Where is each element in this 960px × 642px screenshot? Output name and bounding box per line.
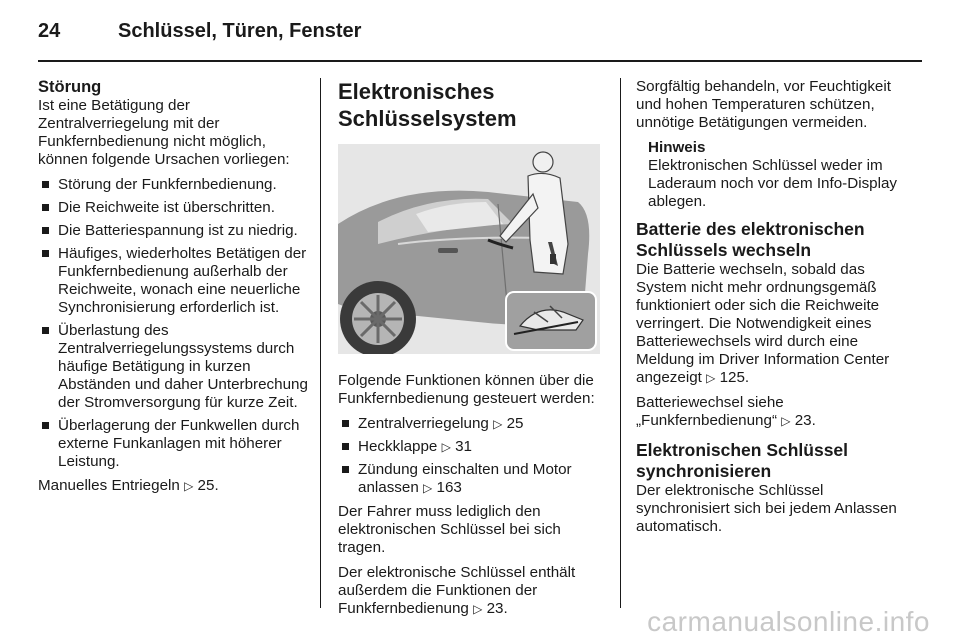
driver-key-text: Der Fahrer muss lediglich den elektronischen Schlüssel bei sich tragen. bbox=[338, 503, 561, 556]
section-heading-stoerung: Störung bbox=[38, 78, 102, 96]
battery-change-text: Batteriewechsel siehe „Funkfernbedienung“ ▷ 23. bbox=[636, 394, 816, 429]
list-item: Häufiges, wiederholtes Betätigen der Funkfernbedienung außerhalb der Reichweite, wonach eine neuerliche Synchronisierung erforderlich ist. bbox=[38, 245, 308, 317]
sync-text: Der elektronische Schlüssel synchronisiert sich bei jedem Anlassen automatisch. bbox=[636, 482, 897, 535]
bullet-square-icon bbox=[42, 250, 49, 257]
section-heading-schluesselsystem: Elektronisches Schlüsselsystem bbox=[338, 79, 517, 131]
list-item: Überlagerung der Funkwellen durch externe Funkanlagen mit höherer Leistung. bbox=[38, 417, 308, 471]
note-title: Hinweis bbox=[648, 139, 706, 156]
bullet-square-icon bbox=[342, 420, 349, 427]
manual-unlock-ref: Manuelles Entriegeln ▷ 25. bbox=[38, 477, 219, 494]
section-heading-sync: Elektronischen Schlüssel synchronisieren bbox=[636, 440, 849, 481]
car-key-illustration bbox=[338, 144, 600, 354]
note-box bbox=[636, 139, 908, 211]
page-ref-arrow-icon: ▷ bbox=[706, 371, 716, 385]
functions-list bbox=[338, 415, 606, 497]
page-ref-link[interactable]: 163 bbox=[436, 479, 462, 496]
stoerung-list bbox=[38, 176, 308, 471]
list-item: Zündung einschalten und Motor anlassen ▷ 163 bbox=[338, 461, 606, 497]
column-divider bbox=[320, 78, 321, 608]
section-heading-battery: Batterie des elektronischen Schlüssels wechseln bbox=[636, 219, 865, 260]
header-rule bbox=[38, 60, 922, 62]
page-title: Schlüssel, Türen, Fenster bbox=[118, 20, 362, 42]
list-item: Zentralverriegelung ▷ 25 bbox=[338, 415, 606, 433]
column-troubleshooting bbox=[38, 78, 308, 502]
page-ref-arrow-icon: ▷ bbox=[184, 479, 194, 493]
bullet-square-icon bbox=[42, 181, 49, 188]
key-functions-text: Der elektronische Schlüssel enthält außerdem die Funktionen der Funkfernbedienung ▷ 23. bbox=[338, 564, 576, 617]
page-ref-link[interactable]: 23. bbox=[794, 412, 816, 429]
page-header bbox=[38, 14, 922, 50]
list-item: Störung der Funkfernbedienung. bbox=[38, 176, 308, 194]
page-ref-arrow-icon: ▷ bbox=[441, 440, 451, 454]
page-ref-link[interactable]: 31 bbox=[455, 438, 472, 455]
page-ref-link[interactable]: 25 bbox=[506, 415, 524, 432]
page-ref-arrow-icon: ▷ bbox=[473, 602, 483, 616]
page-ref-link[interactable]: 125. bbox=[719, 369, 750, 386]
bullet-square-icon bbox=[42, 227, 49, 234]
column-divider bbox=[620, 78, 621, 608]
stoerung-intro: Ist eine Betätigung der Zentralverriegelung mit der Funkfernbedienung nicht möglich, können folgende Ursachen vorliegen: bbox=[38, 97, 290, 168]
car-door-person-image bbox=[338, 144, 600, 354]
watermark: carmanualsonline.info bbox=[647, 606, 930, 637]
care-text: Sorgfältig behandeln, vor Feuchtigkeit und hohen Temperaturen schützen, unnötige Betätigungen vermeiden. bbox=[636, 78, 891, 131]
bullet-square-icon bbox=[342, 466, 349, 473]
list-item: Überlastung des Zentralverriegelungssystems durch häufige Betätigung in kurzen Abständen und daher Unterbrechung der Stromversorgung für kurze Zeit. bbox=[38, 322, 308, 412]
bullet-square-icon bbox=[42, 327, 49, 334]
note-text: Elektronischen Schlüssel weder im Laderaum noch vor dem Info-Display ablegen. bbox=[648, 157, 898, 210]
list-item: Die Batteriespannung ist zu niedrig. bbox=[38, 222, 308, 240]
list-item: Heckklappe ▷ 31 bbox=[338, 438, 606, 456]
column-battery bbox=[636, 78, 908, 543]
battery-text: Die Batterie wechseln, sobald das System nicht mehr ordnungsgemäß funktioniert oder sich die Reichweite verringert. Die Notwendigkeit eines Batteriewechsels wird durch eine Meldung im Driver Information Center angezeigt ▷ 125. bbox=[636, 261, 890, 386]
column-electronic-key bbox=[338, 78, 606, 625]
list-item: Die Reichweite ist überschritten. bbox=[38, 199, 308, 217]
page-ref-link[interactable]: 25. bbox=[197, 477, 219, 494]
page-ref-arrow-icon: ▷ bbox=[781, 414, 791, 428]
bullet-square-icon bbox=[42, 422, 49, 429]
bullet-square-icon bbox=[342, 443, 349, 450]
page-ref-arrow-icon: ▷ bbox=[423, 481, 433, 495]
functions-intro: Folgende Funktionen können über die Funkfernbedienung gesteuert werden: bbox=[338, 372, 595, 407]
page-ref-arrow-icon: ▷ bbox=[493, 417, 503, 431]
page-ref-link[interactable]: 23. bbox=[486, 600, 508, 617]
page-number: 24 bbox=[38, 20, 61, 42]
bullet-square-icon bbox=[42, 204, 49, 211]
